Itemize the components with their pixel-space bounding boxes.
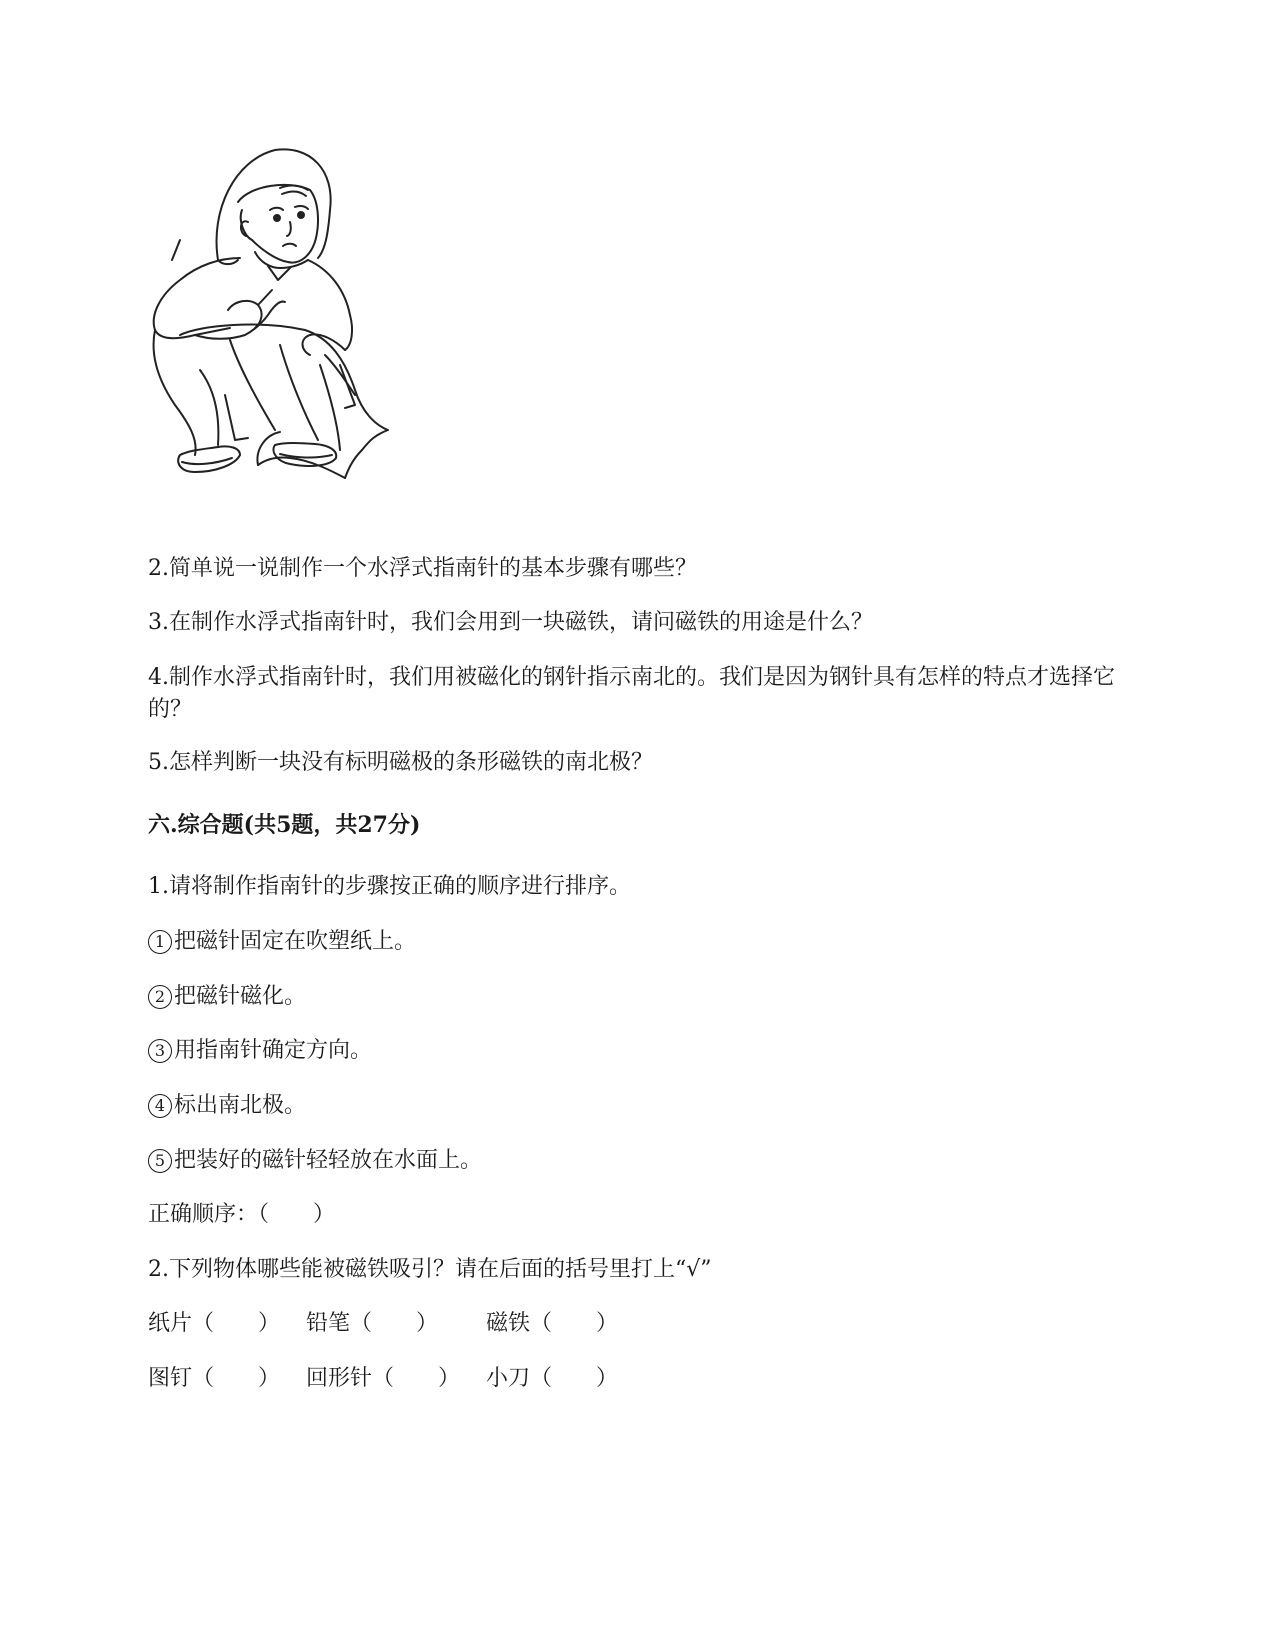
sewing-woman-drawing <box>140 140 420 520</box>
item-magnet: 磁铁（ ） <box>486 1311 619 1336</box>
section-heading: 六.综合题(共5题，共27分) <box>148 812 421 838</box>
step-text: 把装好的磁针轻轻放在水面上。 <box>174 1148 483 1173</box>
question-2: 2.简单说一说制作一个水浮式指南针的基本步骤有哪些？ <box>148 556 697 581</box>
item-knife: 小刀（ ） <box>486 1366 619 1391</box>
step-item <box>148 1146 482 1176</box>
item-thumbtack: 图钉（ ） <box>148 1366 281 1391</box>
step-item <box>148 982 306 1012</box>
step-item <box>148 1091 306 1121</box>
step-text: 用指南针确定方向。 <box>174 1038 373 1063</box>
question-4: 4.制作水浮式指南针时，我们用被磁化的钢针指示南北的。我们是因为钢针具有怎样的特点才选择它的？ <box>148 665 1115 722</box>
step-text: 把磁针固定在吹塑纸上。 <box>174 929 417 954</box>
step-number: 3 <box>148 1039 172 1063</box>
step-number: 2 <box>148 985 172 1009</box>
sewing-woman-illustration <box>140 140 420 520</box>
step-number: 1 <box>148 930 172 954</box>
section6-question-1: 1.请将制作指南针的步骤按正确的顺序进行排序。 <box>148 874 631 899</box>
items-row-2 <box>148 1364 618 1394</box>
step-text: 把磁针磁化。 <box>174 984 307 1009</box>
step-item <box>148 927 416 957</box>
step-item <box>148 1036 372 1066</box>
item-pencil: 铅笔（ ） <box>306 1311 439 1336</box>
step-number: 4 <box>148 1094 172 1118</box>
items-row-1 <box>148 1309 618 1339</box>
question-3: 3.在制作水浮式指南针时，我们会用到一块磁铁，请问磁铁的用途是什么？ <box>148 610 873 635</box>
question-5: 5.怎样判断一块没有标明磁极的条形磁铁的南北极？ <box>148 750 653 775</box>
section6-question-2: 2.下列物体哪些能被磁铁吸引？请在后面的括号里打上“√” <box>148 1257 712 1282</box>
step-number: 5 <box>148 1149 172 1173</box>
step-text: 标出南北极。 <box>174 1093 307 1118</box>
answer-order-line: 正确顺序：（ ） <box>148 1202 336 1227</box>
item-paperclip: 回形针（ ） <box>306 1366 461 1391</box>
item-paper: 纸片（ ） <box>148 1311 281 1336</box>
